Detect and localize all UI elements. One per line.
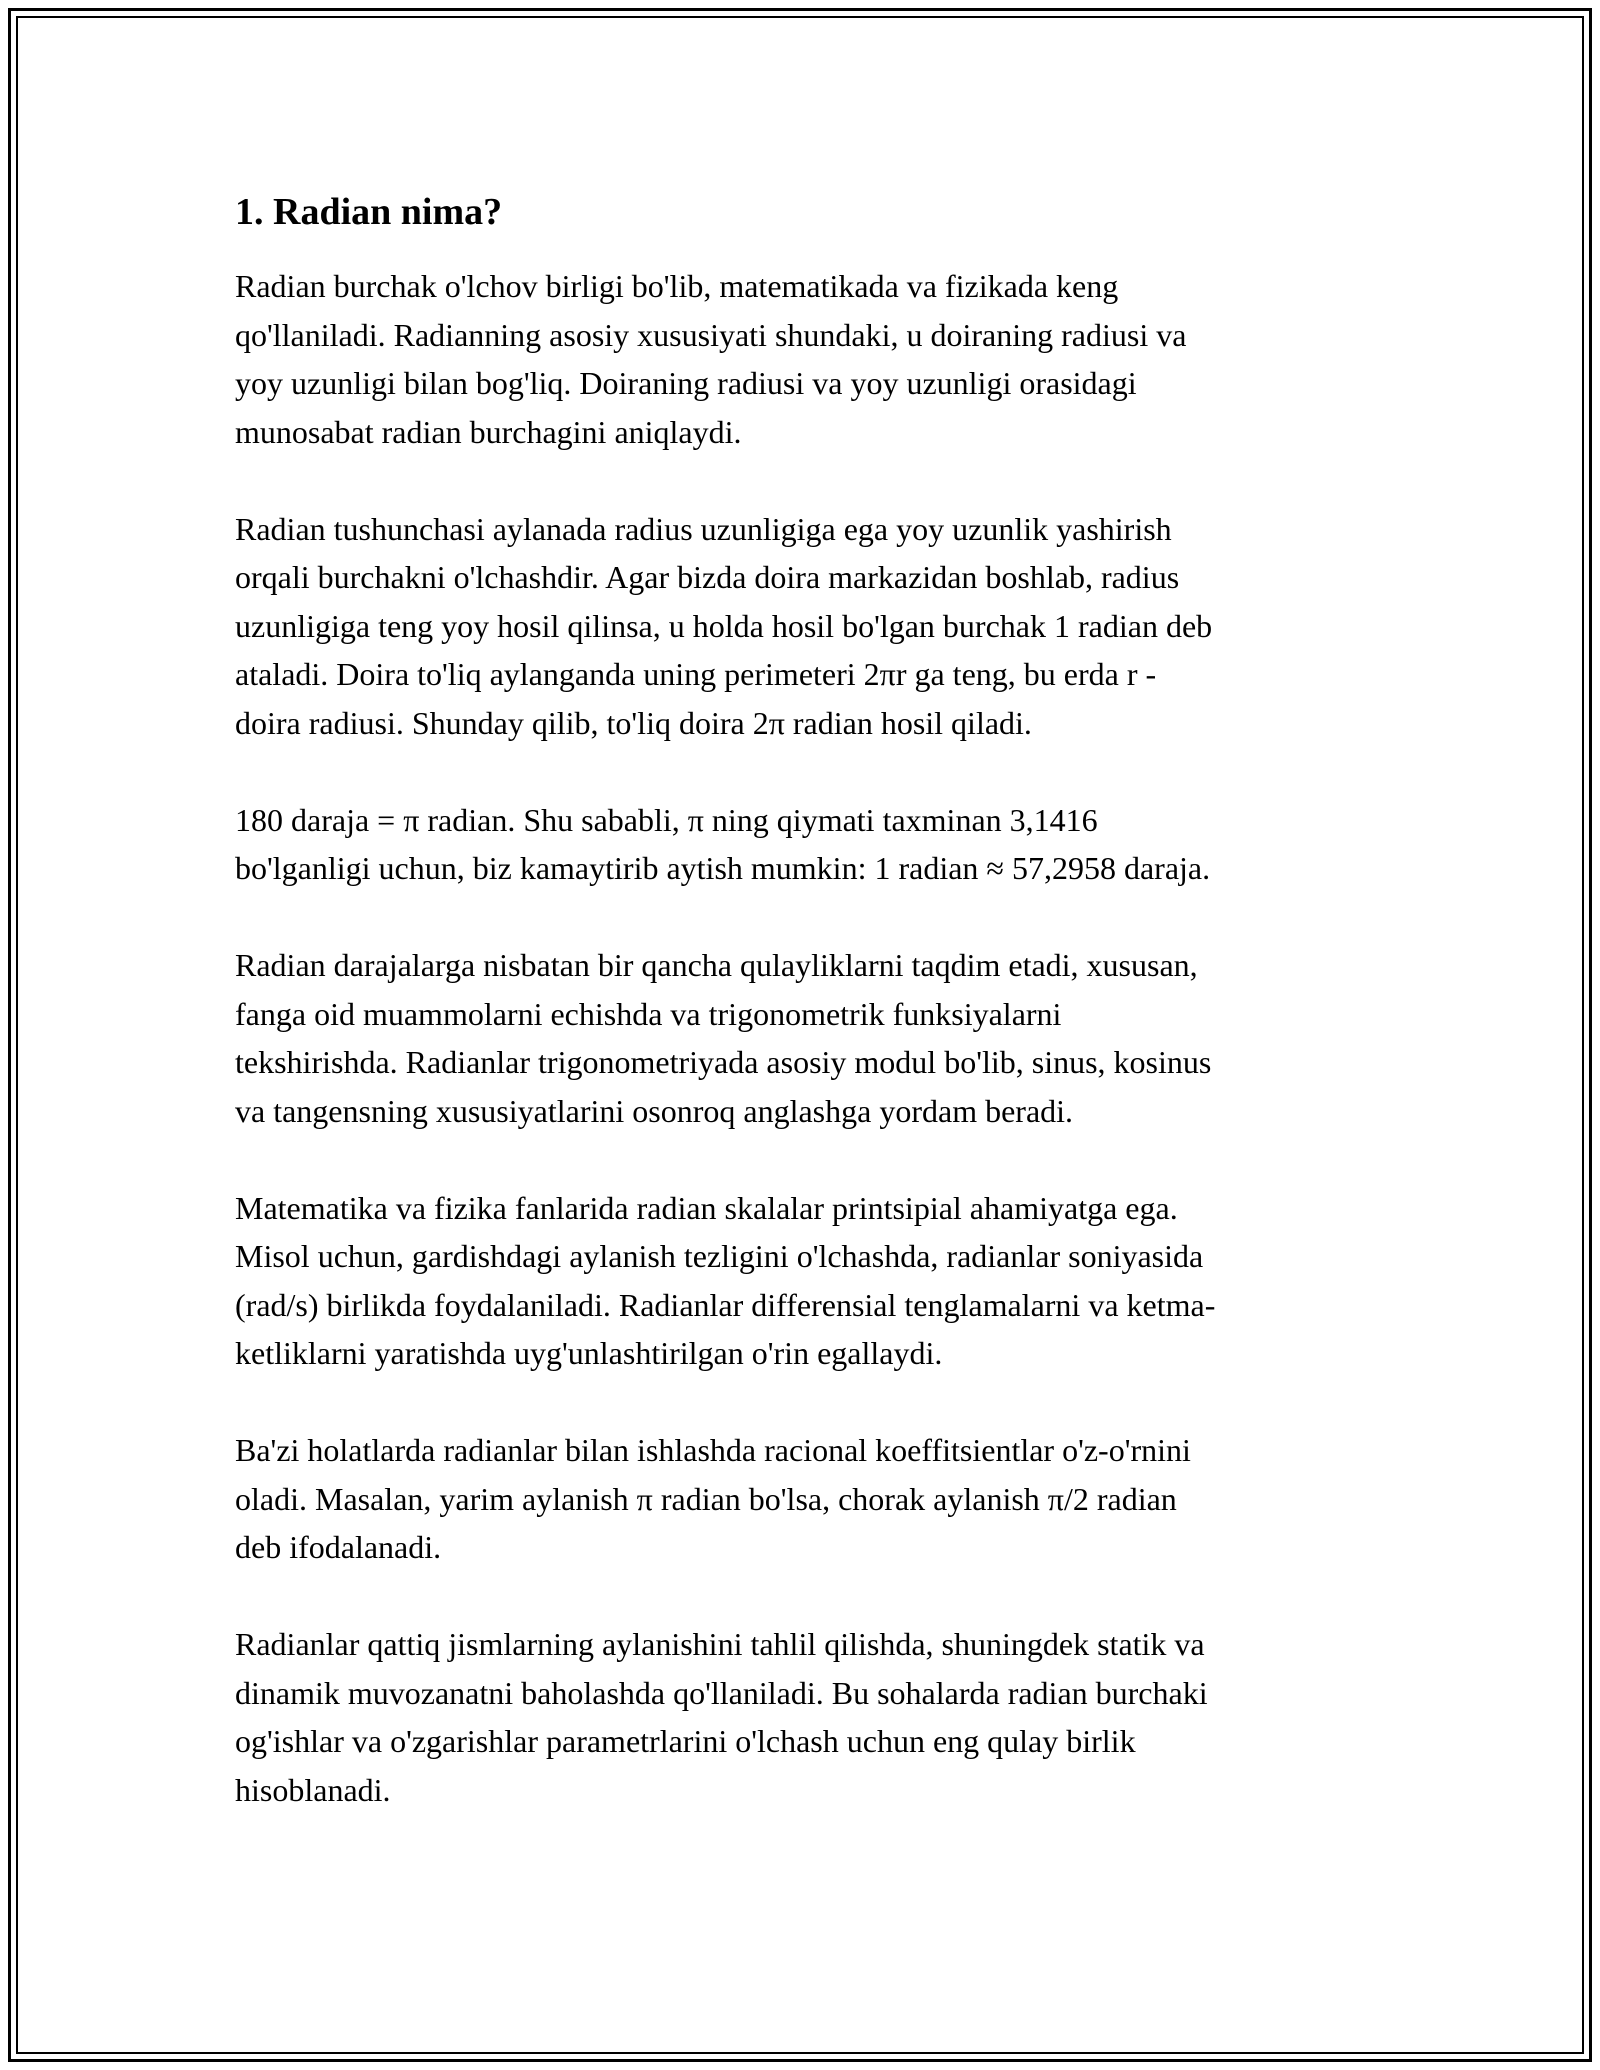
text-line: 180 daraja = π radian. Shu sababli, π ning qiymati taxminan 3,1416 <box>235 801 1098 838</box>
text-line: oladi. Masalan, yarim aylanish π radian bo'lsa, chorak aylanish π/2 radian <box>235 1480 1177 1517</box>
text-line: Radian darajalarga nisbatan bir qancha qulayliklarni taqdim etadi, xususan, <box>235 947 1198 983</box>
paragraph-7 <box>235 1620 1375 1814</box>
text-line: Radianlar qattiq jismlarning aylanishini tahlil qilishda, shuningdek statik va <box>235 1626 1205 1662</box>
paragraph-2 <box>235 505 1375 748</box>
text-line: (rad/s) birlikda foydalaniladi. Radianlar differensial tenglamalarni va ketma- <box>235 1286 1216 1323</box>
text-line: ketliklarni yaratishda uyg'unlashtirilgan o'rin egallaydi. <box>235 1335 943 1371</box>
text-line: dinamik muvozanatni baholashda qo'llaniladi. Bu sohalarda radian burchaki <box>235 1674 1208 1711</box>
text-line: Misol uchun, gardishdagi aylanish tezligini o'lchashda, radianlar soniyasida <box>235 1238 1204 1274</box>
section-heading: 1. Radian nima? <box>235 191 503 233</box>
text-line: og'ishlar va o'zgarishlar parametrlarini o'lchash uchun eng qulay birlik <box>235 1723 1136 1759</box>
text-line: tekshirishda. Radianlar trigonometriyada asosiy modul bo'lib, sinus, kosinus <box>235 1044 1212 1080</box>
text-line: bo'lganligi uchun, biz kamaytirib aytish mumkin: 1 radian ≈ 57,2958 daraja. <box>235 850 1211 886</box>
text-line: munosabat radian burchagini aniqlaydi. <box>235 413 742 450</box>
text-line: Ba'zi holatlarda radianlar bilan ishlashda racional koeffitsientlar o'z-o'rnini <box>235 1432 1191 1468</box>
text-line: qo'llaniladi. Radianning asosiy xususiyati shundaki, u doiraning radiusi va <box>235 316 1187 353</box>
text-line: va tangensning xususiyatlarini osonroq anglashga yordam beradi. <box>235 1092 1074 1129</box>
paragraph-5 <box>235 1184 1375 1378</box>
text-line: fanga oid muammolarni echishda va trigonometrik funksiyalarni <box>235 995 1062 1032</box>
document-body <box>235 188 1375 1863</box>
text-line: ataladi. Doira to'liq aylanganda uning perimeteri 2πr ga teng, bu erda r - <box>235 656 1157 692</box>
paragraph-3 <box>235 796 1375 893</box>
paragraph-6 <box>235 1426 1375 1572</box>
text-line: Matematika va fizika fanlarida radian skalalar printsipial ahamiyatga ega. <box>235 1189 1178 1226</box>
paragraph-4 <box>235 941 1375 1135</box>
text-line: deb ifodalanadi. <box>235 1529 442 1565</box>
text-line: uzunligiga teng yoy hosil qilinsa, u holda hosil bo'lgan burchak 1 radian deb <box>235 607 1213 644</box>
text-line: Radian burchak o'lchov birligi bo'lib, matematikada va fizikada keng <box>235 268 1119 304</box>
text-line: doira radiusi. Shunday qilib, to'liq doira 2π radian hosil qiladi. <box>235 704 1032 741</box>
text-line: orqali burchakni o'lchashdir. Agar bizda doira markazidan boshlab, radius <box>235 559 1180 595</box>
text-line: Radian tushunchasi aylanada radius uzunligiga ega yoy uzunlik yashirish <box>235 510 1172 547</box>
paragraph-1 <box>235 262 1375 456</box>
text-line: hisoblanadi. <box>235 1771 391 1808</box>
text-line: yoy uzunligi bilan bog'liq. Doiraning radiusi va yoy uzunligi orasidagi <box>235 365 1137 401</box>
